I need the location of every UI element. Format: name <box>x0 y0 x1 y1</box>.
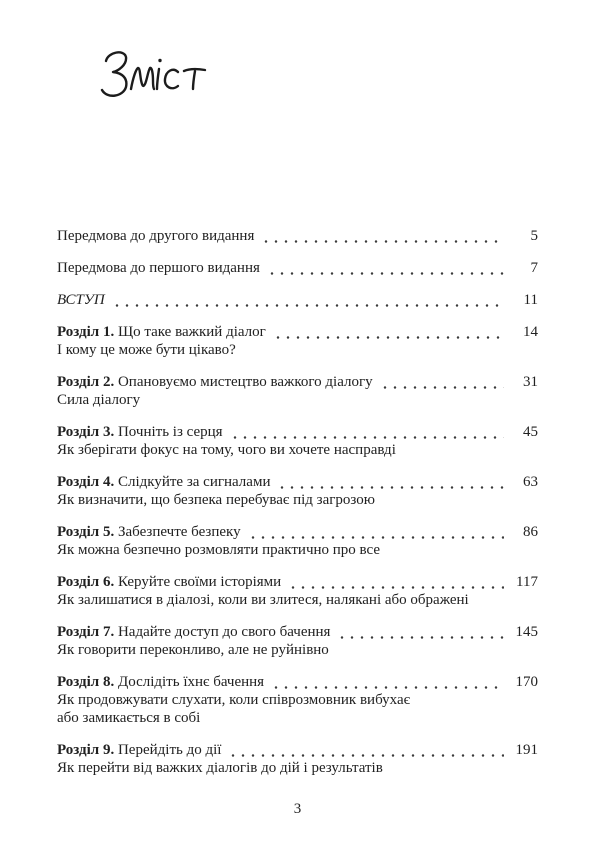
toc-entry-title: Слідкуйте за сигналами <box>117 474 271 490</box>
contents-title <box>98 44 218 106</box>
toc-entry-row <box>57 623 538 641</box>
toc-entry-page-number: 170 <box>515 674 538 690</box>
toc-entry-row <box>57 673 538 691</box>
dot-leader <box>380 373 504 391</box>
toc-entry-subtitle: Як визначити, що безпека перебуває під загрозою <box>57 492 375 508</box>
toc-entry-page-number: 86 <box>523 524 538 540</box>
toc-entry <box>57 291 538 309</box>
toc-entry <box>57 423 538 459</box>
toc-entry-chapter-label: Розділ 4. <box>57 474 115 490</box>
toc-entry-page-number: 14 <box>523 324 538 340</box>
toc-entry-page-number: 31 <box>523 374 538 390</box>
toc-entry-chapter-label: Розділ 8. <box>57 674 115 690</box>
toc-entry-page-number: 5 <box>530 228 538 244</box>
toc-entry-page-number: 7 <box>530 260 538 276</box>
toc-entry-row <box>57 291 538 309</box>
toc-entry-row <box>57 227 538 245</box>
toc-entry-chapter-label: Розділ 3. <box>57 424 115 440</box>
toc-entry-subtitle: Як говорити переконливо, але не руйнівно <box>57 642 329 658</box>
dot-leader <box>271 673 504 691</box>
toc-entry-page-number: 145 <box>515 624 538 640</box>
toc-entry-subtitle: або замикається в собі <box>57 710 201 726</box>
toc-entry-chapter-label: Розділ 6. <box>57 574 115 590</box>
toc-entry <box>57 259 538 277</box>
toc-entry-chapter-label: Розділ 2. <box>57 374 115 390</box>
table-of-contents <box>57 227 538 791</box>
toc-entry-row <box>57 573 538 591</box>
toc-entry-title: Забезпечте безпеку <box>117 524 241 540</box>
toc-entry-row <box>57 259 538 277</box>
dot-leader <box>248 523 504 541</box>
toc-entry <box>57 323 538 359</box>
toc-entry-title: Що таке важкий діалог <box>117 324 266 340</box>
toc-entry-chapter-label: Розділ 9. <box>57 742 115 758</box>
toc-entry <box>57 673 538 727</box>
toc-entry <box>57 473 538 509</box>
toc-entry-row <box>57 523 538 541</box>
handwritten-title-glyphs <box>98 44 218 106</box>
toc-entry <box>57 573 538 609</box>
toc-entry-page-number: 63 <box>523 474 538 490</box>
toc-entry-page-number: 117 <box>516 574 538 590</box>
toc-entry-title: Надайте доступ до свого бачення <box>117 624 331 640</box>
toc-entry-page-number: 11 <box>523 292 538 308</box>
toc-entry <box>57 623 538 659</box>
toc-entry-page-number: 45 <box>523 424 538 440</box>
toc-entry-row <box>57 423 538 441</box>
dot-leader <box>230 423 504 441</box>
dot-leader <box>337 623 504 641</box>
dot-leader <box>228 741 504 759</box>
toc-entry-title: Керуйте своїми історіями <box>117 574 282 590</box>
toc-entry-title: Передмова до другого видання <box>57 228 255 244</box>
toc-entry-chapter-label: Розділ 1. <box>57 324 115 340</box>
toc-entry <box>57 741 538 777</box>
toc-entry-page-number: 191 <box>515 742 538 758</box>
toc-entry <box>57 227 538 245</box>
toc-entry-row <box>57 373 538 391</box>
toc-entry-subtitle: Як можна безпечно розмовляти практично про все <box>57 542 381 558</box>
toc-entry-subtitle: Як залишатися в діалозі, коли ви злитеся, налякані або ображені <box>57 592 469 608</box>
toc-entry-subtitle: Як зберігати фокус на тому, чого ви хочете насправді <box>57 442 396 458</box>
dot-leader <box>261 227 504 245</box>
toc-entry-title: Опановуємо мистецтво важкого діалогу <box>117 374 373 390</box>
toc-entry-subtitle: Як перейти від важких діалогів до дій і результатів <box>57 760 383 776</box>
toc-entry <box>57 373 538 409</box>
toc-entry-title: Передмова до першого видання <box>57 260 260 276</box>
toc-entry-subtitle: Сила діалогу <box>57 392 141 408</box>
toc-entry-subtitle: Як продовжувати слухати, коли співрозмовник вибухає <box>57 692 411 708</box>
dot-leader <box>288 573 504 591</box>
toc-entry-title: Почніть із серця <box>117 424 223 440</box>
toc-entry-row <box>57 473 538 491</box>
toc-entry-title: Перейдіть до дії <box>117 742 222 758</box>
toc-entry-title: Дослідіть їхнє бачення <box>117 674 265 690</box>
dot-leader <box>273 323 504 341</box>
toc-entry <box>57 523 538 559</box>
dot-leader <box>267 259 504 277</box>
toc-entry-row <box>57 741 538 759</box>
toc-entry-subtitle: І кому це може бути цікаво? <box>57 342 236 358</box>
toc-entry-title: ВСТУП <box>57 292 105 308</box>
toc-entry-chapter-label: Розділ 7. <box>57 624 115 640</box>
dot-leader <box>277 473 504 491</box>
dot-leader <box>112 291 504 309</box>
toc-entry-row <box>57 323 538 341</box>
toc-entry-chapter-label: Розділ 5. <box>57 524 115 540</box>
page-number: 3 <box>293 801 302 817</box>
